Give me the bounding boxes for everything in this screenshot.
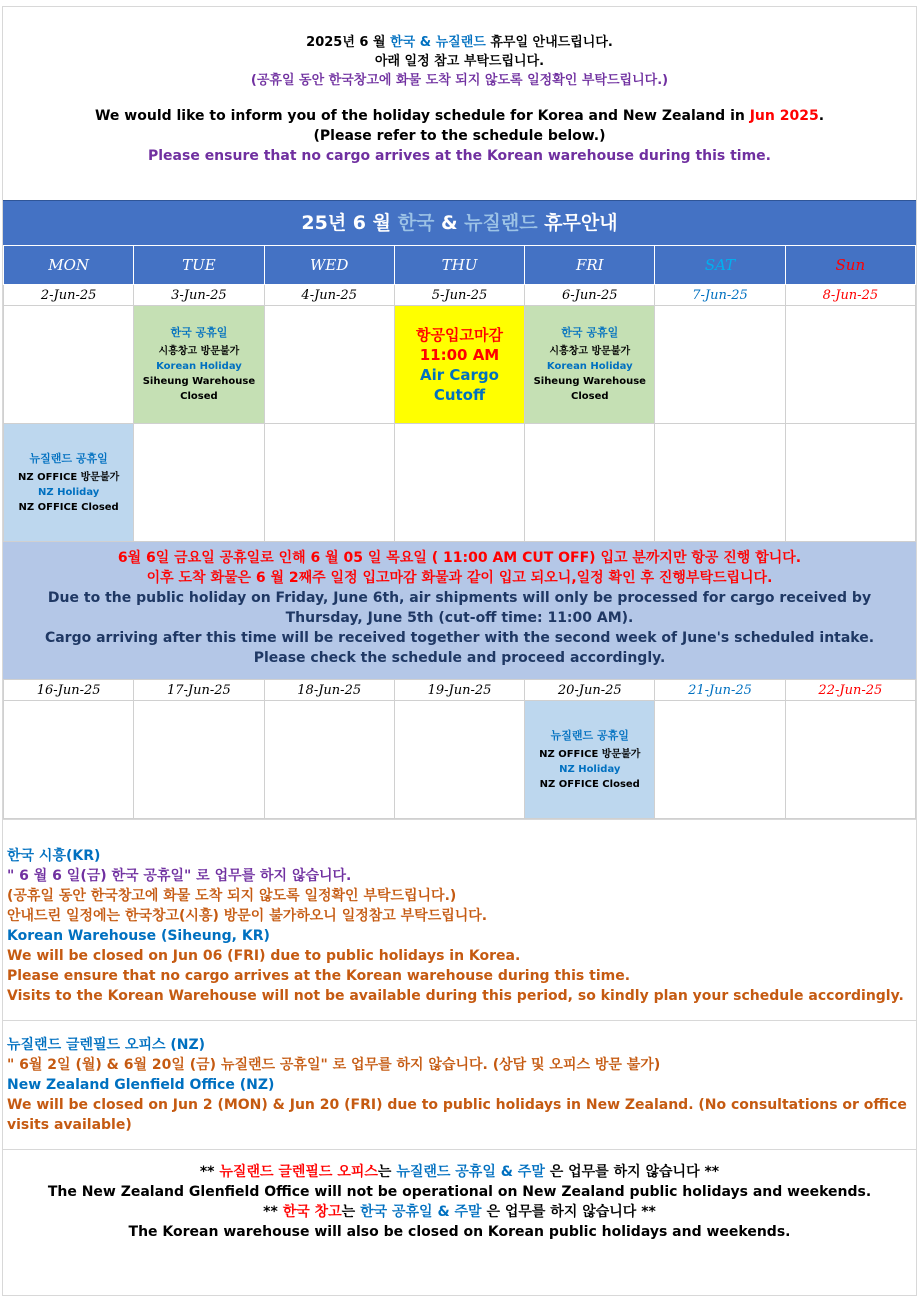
intro-korean-line-1	[3, 33, 916, 52]
nz-holiday-cell-mon	[4, 424, 134, 542]
notice-en1: Due to the public holiday on Friday, June 6th, air shipments will only be processed for cargo received by Thursday, June 5th (cut-off time: 11:00 AM).	[47, 590, 872, 626]
korea-heading: 한국 시흥(KR)	[7, 848, 101, 864]
footer-notice	[3, 1149, 916, 1242]
calendar-week-1	[3, 245, 916, 542]
nz-holiday-line1: NZ OFFICE 방문불가	[539, 748, 641, 760]
nz-heading-en: New Zealand Glenfield Office (NZ)	[7, 1077, 275, 1093]
kr-holiday-line2: Korean Holiday	[156, 361, 242, 372]
calendar-cell	[655, 424, 785, 542]
korean-holiday-cell-fri	[525, 306, 655, 424]
week3-row	[4, 701, 916, 819]
korea-en1: We will be closed on Jun 06 (FRI) due to public holidays in Korea.	[7, 948, 521, 964]
kr-holiday-line3: Siheung Warehouse	[533, 376, 646, 387]
nz-holiday-line2: NZ Holiday	[559, 763, 621, 775]
week1-korea-row	[4, 306, 916, 424]
footer-l1-b: 뉴질랜드 글렌필드 오피스	[219, 1164, 378, 1180]
calendar-cell	[394, 701, 524, 819]
date-cell: 17-Jun-25	[134, 680, 264, 701]
weekday-mon: MON	[4, 246, 134, 285]
intro-ko1-c: 휴무일 안내드립니다.	[485, 35, 613, 50]
weekday-tue: TUE	[134, 246, 264, 285]
banner-e: 휴무안내	[537, 212, 618, 234]
cutoff-line4: Cutoff	[433, 385, 486, 404]
nz-holiday-cell-fri	[525, 701, 655, 819]
cutoff-line3: Air Cargo	[420, 365, 499, 384]
weekday-header-row	[4, 246, 916, 285]
korea-line2: (공휴일 동안 한국창고에 화물 도착 되지 않도록 일정확인 부탁드립니다.)	[7, 888, 457, 904]
calendar-cell	[525, 424, 655, 542]
intro-en1-c: .	[818, 108, 825, 124]
intro-en1-a: We would like to inform you of the holiday schedule for Korea and New Zealand in	[94, 108, 750, 124]
date-cell: 22-Jun-25	[785, 680, 915, 701]
kr-holiday-line4: Closed	[180, 391, 218, 402]
nz-holiday-title: 뉴질랜드 공휴일	[29, 451, 108, 465]
week1-date-row	[4, 285, 916, 306]
footer-l3-b: 한국 창고	[282, 1204, 342, 1220]
cutoff-line1: 항공입고마감	[416, 325, 503, 344]
calendar-cell	[4, 701, 134, 819]
intro-korean-line-3: (공휴일 동안 한국창고에 화물 도착 되지 않도록 일정확인 부탁드립니다.)	[250, 73, 669, 88]
footer-l3-c: 는	[341, 1204, 361, 1220]
korea-heading-en: Korean Warehouse (Siheung, KR)	[7, 928, 270, 944]
weekday-wed: WED	[264, 246, 394, 285]
notice-en3: Please check the schedule and proceed accordingly.	[253, 650, 666, 666]
calendar-cell	[264, 306, 394, 424]
banner-korea: 한국	[397, 212, 435, 234]
date-cell: 7-Jun-25	[655, 285, 785, 306]
date-cell: 3-Jun-25	[134, 285, 264, 306]
korea-warehouse-section	[3, 819, 916, 1020]
air-cargo-cutoff-cell	[394, 306, 524, 424]
weekday-sun: Sun	[785, 246, 915, 285]
week1-nz-row	[4, 424, 916, 542]
weekday-fri: FRI	[525, 246, 655, 285]
calendar-cell	[394, 424, 524, 542]
calendar-cell	[785, 701, 915, 819]
calendar-cell	[134, 424, 264, 542]
nz-line1: " 6월 2일 (월) & 6월 20일 (금) 뉴질랜드 공휴일" 로 업무를 하지 않습니다. (상담 및 오피스 방문 불가)	[7, 1057, 661, 1073]
footer-line-1	[3, 1162, 916, 1182]
kr-holiday-line4: Closed	[571, 391, 609, 402]
weekday-sat: SAT	[655, 246, 785, 285]
footer-l1-c: 는	[377, 1164, 397, 1180]
nz-heading: 뉴질랜드 글렌필드 오피스 (NZ)	[7, 1037, 206, 1053]
notice-ko2: 이후 도착 화물은 6 월 2째주 일정 입고마감 화물과 같이 입고 되오니,일정 확인 후 진행부탁드립니다.	[146, 570, 773, 586]
calendar-cell	[655, 701, 785, 819]
holiday-notice-page	[2, 6, 917, 1296]
intro-ko1-b: 한국 & 뉴질랜드	[390, 35, 486, 50]
date-cell: 6-Jun-25	[525, 285, 655, 306]
intro-korean-line-2: 아래 일정 참고 부탁드립니다.	[374, 54, 545, 69]
footer-l1-d: 뉴질랜드 공휴일 & 주말	[396, 1164, 545, 1180]
footer-l3-a: **	[263, 1204, 283, 1220]
nz-holiday-line3: NZ OFFICE Closed	[539, 778, 640, 790]
calendar-cell	[655, 306, 785, 424]
calendar-cell	[4, 306, 134, 424]
kr-holiday-line2: Korean Holiday	[546, 361, 633, 372]
intro-block	[3, 7, 916, 200]
date-cell: 19-Jun-25	[394, 680, 524, 701]
calendar-cell	[264, 424, 394, 542]
date-cell: 21-Jun-25	[655, 680, 785, 701]
nz-en1: We will be closed on Jun 2 (MON) & Jun 20 (FRI) due to public holidays in New Zealand. (No consultations or office visits available)	[7, 1097, 907, 1133]
date-cell: 4-Jun-25	[264, 285, 394, 306]
korea-line1: " 6 월 6 일(금) 한국 공휴일" 로 업무를 하지 않습니다.	[7, 868, 352, 884]
kr-holiday-line1: 시흥창고 방문불가	[549, 346, 631, 357]
footer-l3-e: 은 업무를 하지 않습니다 **	[481, 1204, 656, 1220]
nz-holiday-line1: NZ OFFICE 방문불가	[18, 471, 120, 483]
notice-ko1: 6월 6일 금요일 공휴일로 인해 6 월 05 일 목요일 ( 11:00 AM CUT OFF) 입고 분까지만 항공 진행 합니다.	[117, 550, 802, 566]
footer-l1-a: **	[199, 1164, 220, 1180]
footer-line-3	[3, 1202, 916, 1222]
korea-line3: 안내드린 일정에는 한국창고(시흥) 방문이 불가하오니 일정참고 부탁드립니다.	[7, 908, 488, 924]
kr-holiday-line1: 시흥창고 방문불가	[158, 346, 240, 357]
nz-holiday-line3: NZ OFFICE Closed	[18, 501, 119, 513]
korea-en3: Visits to the Korean Warehouse will not be available during this period, so kindly plan your schedule accordingly.	[7, 988, 904, 1004]
footer-l1-e: 은 업무를 하지 않습니다 **	[544, 1164, 720, 1180]
calendar-cell	[134, 701, 264, 819]
kr-holiday-title: 한국 공휴일	[170, 326, 228, 339]
nz-holiday-title: 뉴질랜드 공휴일	[550, 728, 629, 742]
date-cell: 16-Jun-25	[4, 680, 134, 701]
date-cell: 2-Jun-25	[4, 285, 134, 306]
footer-line-2: The New Zealand Glenfield Office will not be operational on New Zealand public holidays and weekends.	[47, 1184, 872, 1200]
date-cell: 5-Jun-25	[394, 285, 524, 306]
calendar-week-3	[3, 679, 916, 819]
intro-ko1-a: 2025년 6 월	[306, 35, 391, 50]
date-cell: 18-Jun-25	[264, 680, 394, 701]
air-shipment-notice	[3, 542, 916, 679]
kr-holiday-title: 한국 공휴일	[561, 326, 619, 339]
intro-english-line-3: Please ensure that no cargo arrives at the Korean warehouse during this time.	[147, 148, 771, 164]
calendar-cell	[785, 306, 915, 424]
intro-english-line-1	[3, 106, 916, 126]
footer-line-4: The Korean warehouse will also be closed on Korean public holidays and weekends.	[128, 1224, 791, 1240]
cutoff-time: 11:00 AM	[419, 345, 500, 364]
nz-holiday-line2: NZ Holiday	[37, 486, 100, 498]
intro-english-line-2: (Please refer to the schedule below.)	[313, 128, 606, 144]
notice-en2: Cargo arriving after this time will be received together with the second week of June's scheduled intake.	[44, 630, 875, 646]
kr-holiday-line3: Siheung Warehouse	[142, 376, 256, 387]
banner-a: 25년 6 월	[301, 212, 398, 234]
weekday-thu: THU	[394, 246, 524, 285]
date-cell: 20-Jun-25	[525, 680, 655, 701]
nz-office-section	[3, 1020, 916, 1149]
calendar-cell	[264, 701, 394, 819]
week3-date-row	[4, 680, 916, 701]
calendar-cell	[785, 424, 915, 542]
korea-en2: Please ensure that no cargo arrives at the Korean warehouse during this time.	[7, 968, 631, 984]
korean-holiday-cell-tue	[134, 306, 264, 424]
calendar-banner	[3, 200, 916, 245]
banner-c: &	[434, 212, 465, 234]
footer-l3-d: 한국 공휴일 & 주말	[360, 1204, 482, 1220]
date-cell: 8-Jun-25	[785, 285, 915, 306]
banner-nz: 뉴질랜드	[464, 212, 538, 234]
intro-en1-month: Jun 2025	[749, 108, 819, 124]
